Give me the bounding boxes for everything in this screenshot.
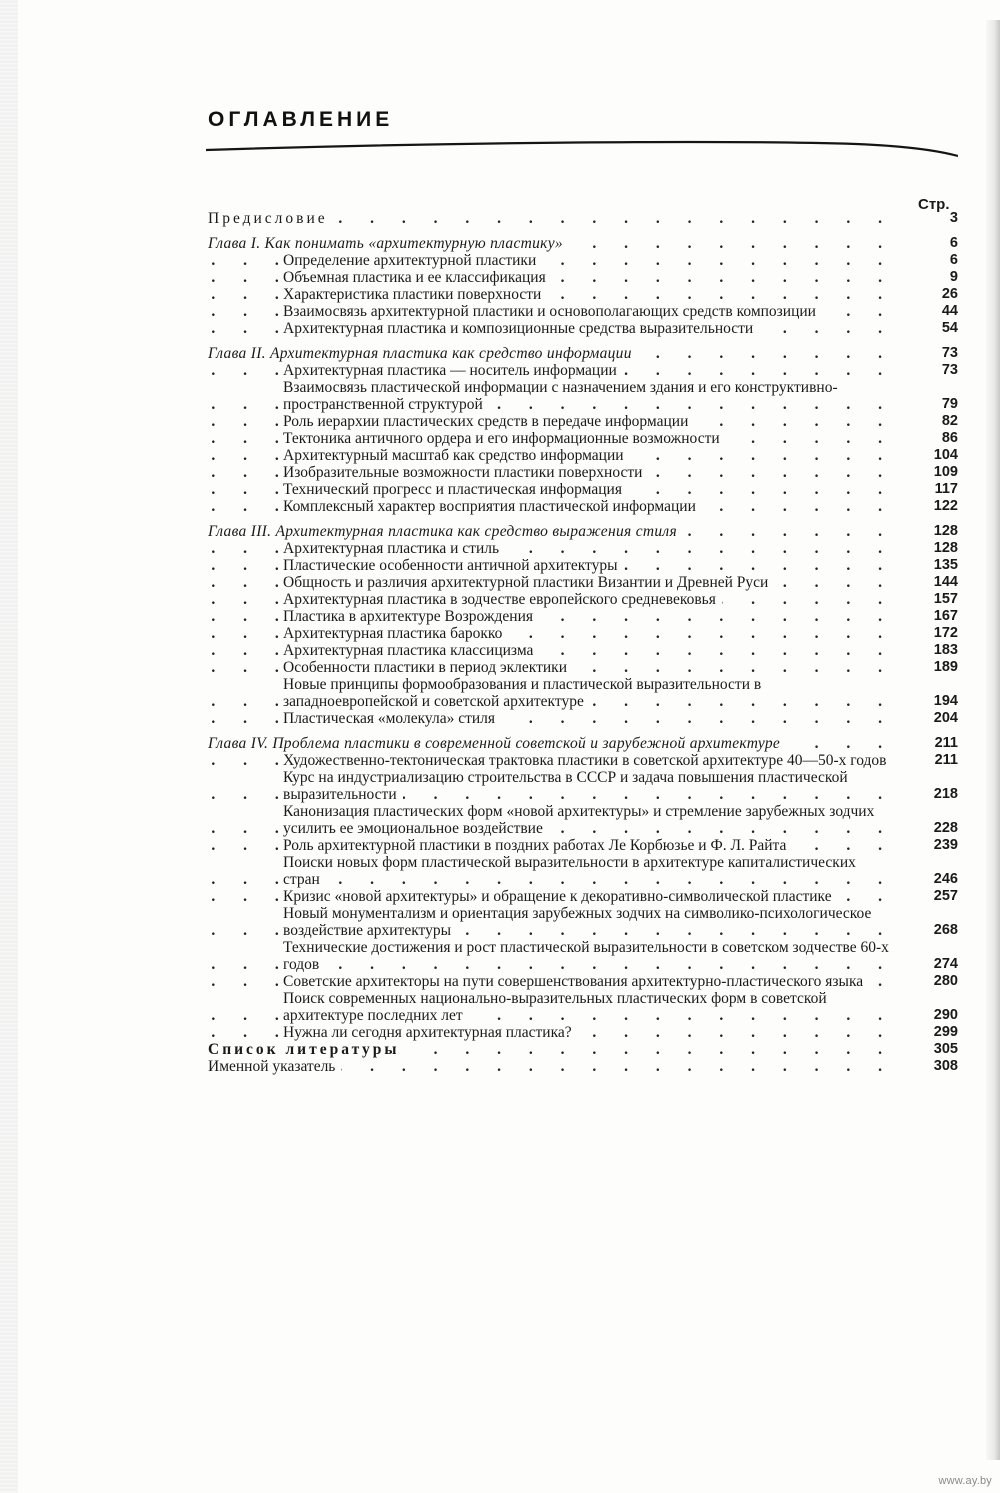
spacer [208, 515, 958, 523]
toc-entry-page-number: 218 [933, 786, 958, 802]
toc-entry-title: Роль архитектурной пластики в поздних работах Ле Корбюзье и Ф. Л. Райта [283, 837, 792, 854]
toc-section-entry [208, 803, 958, 837]
toc-entry-title: Поиски новых форм пластической выразительности в архитектуре капиталистических стран [283, 854, 856, 888]
toc-entry-title: Курс на индустриализацию строительства в СССР и задача повышения пластической выразительности [283, 769, 848, 803]
toc-entry-text-wrap [208, 345, 894, 362]
toc-entry-text-wrap [208, 320, 894, 337]
toc-entry-page-number: 167 [933, 608, 958, 624]
toc-entry-title: Роль иерархии пластических средств в передаче информации [283, 413, 694, 430]
toc-entry-text-wrap [208, 1058, 894, 1075]
toc-section-entry [208, 676, 958, 710]
page-right-edge [986, 20, 1000, 1460]
toc-section-entry [208, 464, 958, 481]
toc-section-entry [208, 888, 958, 905]
toc-entry-title: Пластическая «молекула» стиля [283, 710, 501, 727]
toc-entry-page-number: 211 [934, 752, 958, 768]
toc-entry-page-number: 228 [933, 820, 958, 836]
toc-entry-text-wrap [208, 990, 894, 1024]
toc-section-entry [208, 837, 958, 854]
toc-entry-text-wrap [208, 379, 894, 413]
toc-section-entry [208, 939, 958, 973]
toc-section-entry [208, 320, 958, 337]
toc-entry-title: Советские архитекторы на пути совершенствования архитектурно-пластического языка [283, 973, 869, 990]
toc-section-entry [208, 752, 958, 769]
toc-entry-title: Канонизация пластических форм «новой архитектуры» и стремление зарубежных зодчих усилить ее эмоциональное воздействие [283, 803, 875, 837]
toc-chapter-entry [208, 735, 958, 752]
toc-section-entry [208, 252, 958, 269]
toc-section-entry [208, 769, 958, 803]
toc-entry-title: Художественно-тектоническая трактовка пластики в советской архитектуре 40—50-х годов [283, 752, 893, 769]
toc-entry-title: Список литературы [208, 1041, 405, 1058]
toc-entry-text-wrap [208, 735, 894, 752]
spacer [208, 727, 958, 735]
toc-entry-text-wrap [208, 905, 894, 939]
toc-entry-text-wrap [208, 854, 894, 888]
toc-entry-text-wrap [208, 210, 894, 227]
toc-entry-title: Тектоника античного ордера и его информационные возможности [283, 430, 726, 447]
toc-entry-text-wrap [208, 939, 894, 973]
toc-entry-text-wrap [208, 676, 894, 710]
toc-entry-text-wrap [208, 837, 894, 854]
toc-entry-page-number: 305 [933, 1041, 958, 1057]
heading-rule [206, 130, 958, 160]
toc-entry-title: Глава III. Архитектурная пластика как средство выражения стиля [208, 523, 683, 540]
toc-section-entry [208, 990, 958, 1024]
toc-entry-page-number: 144 [933, 574, 958, 590]
toc-entry-text-wrap [208, 235, 894, 252]
toc-section-entry [208, 303, 958, 320]
toc-entry-text-wrap [208, 362, 894, 379]
toc-entry-page-number: 79 [941, 396, 958, 412]
toc-entry-title: Нужна ли сегодня архитектурная пластика? [283, 1024, 578, 1041]
toc-entry-title: Архитектурный масштаб как средство информации [283, 447, 630, 464]
toc-entry-title: Определение архитектурной пластики [283, 252, 542, 269]
page-column-label: Стр. [918, 196, 950, 213]
toc-entry-page-number: 183 [933, 642, 958, 658]
toc-entry-text-wrap [208, 710, 894, 727]
toc-section-entry [208, 1024, 958, 1041]
toc-entry-page-number: 6 [949, 252, 958, 268]
toc-section-entry [208, 379, 958, 413]
spacer [208, 337, 958, 345]
page-left-edge [0, 0, 18, 1493]
toc-entry-title: Архитектурная пластика и композиционные средства выразительности [283, 320, 759, 337]
toc-section-entry [208, 574, 958, 591]
toc-entry-page-number: 204 [933, 710, 958, 726]
toc-entry-title: Взаимосвязь архитектурной пластики и основополагающих средств композиции [283, 303, 822, 320]
toc-chapter-entry [208, 235, 958, 252]
toc-entry-text-wrap [208, 303, 894, 320]
toc-entry-page-number: 189 [933, 659, 958, 675]
toc-entry-title: Пластические особенности античной архитектуры [283, 557, 624, 574]
toc-entry-page-number: 104 [933, 447, 958, 463]
toc-entry-title: Взаимосвязь пластической информации с назначением здания и его конструктивно-пространственной структурой [283, 379, 838, 413]
toc-entry [208, 1058, 958, 1075]
table-of-contents [208, 210, 958, 1075]
toc-chapter-entry [208, 523, 958, 540]
toc-entry-text-wrap [208, 1024, 894, 1041]
toc-entry-page-number: 117 [934, 481, 958, 497]
toc-entry-page-number: 86 [941, 430, 958, 446]
toc-section-entry [208, 481, 958, 498]
toc-section-entry [208, 642, 958, 659]
toc-entry-page-number: 122 [933, 498, 958, 514]
toc-entry-title: Новый монументализм и ориентация зарубежных зодчих на символико-психологическое воздействие архитектуры [283, 905, 872, 939]
toc-entry-page-number: 194 [933, 693, 958, 709]
toc-entry-text-wrap [208, 286, 894, 303]
toc-entry-text-wrap [208, 625, 894, 642]
toc-entry-page-number: 135 [933, 557, 958, 573]
toc-entry-text-wrap [208, 430, 894, 447]
toc-entry-title: Новые принципы формообразования и пластической выразительности в западноевропейской и советской архитектуре [283, 676, 762, 710]
toc-section-entry [208, 286, 958, 303]
toc-entry-title: Архитектурная пластика барокко [283, 625, 508, 642]
toc-entry-page-number: 9 [949, 269, 958, 285]
toc-section-entry [208, 905, 958, 939]
toc-entry-text-wrap [208, 803, 894, 837]
toc-entry-page-number: 157 [933, 591, 958, 607]
toc-entry [208, 210, 958, 227]
toc-section-entry [208, 854, 958, 888]
toc-entry-title: Комплексный характер восприятия пластической информации [283, 498, 702, 515]
toc-entry [208, 1041, 958, 1058]
toc-entry-text-wrap [208, 608, 894, 625]
toc-entry-title: Характеристика пластики поверхности [283, 286, 547, 303]
toc-entry-text-wrap [208, 1041, 894, 1058]
toc-entry-page-number: 73 [941, 345, 958, 361]
toc-entry-page-number: 246 [933, 871, 958, 887]
toc-entry-page-number: 73 [941, 362, 958, 378]
toc-entry-text-wrap [208, 464, 894, 481]
toc-section-entry [208, 973, 958, 990]
toc-entry-text-wrap [208, 642, 894, 659]
toc-entry-text-wrap [208, 574, 894, 591]
toc-section-entry [208, 557, 958, 574]
toc-entry-text-wrap [208, 659, 894, 676]
toc-entry-text-wrap [208, 481, 894, 498]
toc-entry-title: Технический прогресс и пластическая информация [283, 481, 628, 498]
toc-entry-text-wrap [208, 498, 894, 515]
toc-entry-page-number: 6 [949, 235, 958, 251]
toc-heading: ОГЛАВЛЕНИЕ [208, 108, 394, 131]
toc-section-entry [208, 608, 958, 625]
toc-entry-page-number: 280 [933, 973, 958, 989]
toc-entry-text-wrap [208, 557, 894, 574]
toc-entry-page-number: 3 [949, 210, 958, 226]
toc-entry-text-wrap [208, 973, 894, 990]
toc-entry-page-number: 290 [933, 1007, 958, 1023]
toc-entry-title: Общность и различия архитектурной пластики Византии и Древней Руси [283, 574, 774, 591]
toc-entry-page-number: 109 [933, 464, 958, 480]
toc-entry-text-wrap [208, 269, 894, 286]
toc-entry-title: Глава I. Как понимать «архитектурную пластику» [208, 235, 569, 252]
watermark: www.ay.by [938, 1475, 992, 1487]
toc-entry-text-wrap [208, 447, 894, 464]
toc-entry-page-number: 172 [933, 625, 958, 641]
toc-entry-title: Особенности пластики в период эклектики [283, 659, 573, 676]
toc-entry-text-wrap [208, 769, 894, 803]
toc-section-entry [208, 498, 958, 515]
toc-entry-page-number: 82 [941, 413, 958, 429]
toc-entry-title: Архитектурная пластика — носитель информации [283, 362, 623, 379]
toc-entry-title: Предисловие [208, 210, 334, 227]
toc-entry-text-wrap [208, 591, 894, 608]
toc-entry-page-number: 26 [941, 286, 958, 302]
toc-entry-page-number: 128 [933, 540, 958, 556]
toc-entry-page-number: 274 [933, 956, 958, 972]
toc-chapter-entry [208, 345, 958, 362]
toc-entry-title: Архитектурная пластика в зодчестве европейского средневековья [283, 591, 722, 608]
toc-entry-page-number: 257 [933, 888, 958, 904]
toc-section-entry [208, 430, 958, 447]
toc-entry-title: Именной указатель [208, 1058, 341, 1075]
toc-entry-page-number: 268 [933, 922, 958, 938]
toc-entry-title: Изобразительные возможности пластики поверхности [283, 464, 648, 481]
toc-entry-page-number: 299 [933, 1024, 958, 1040]
toc-entry-page-number: 239 [933, 837, 958, 853]
toc-entry-text-wrap [208, 413, 894, 430]
toc-section-entry [208, 413, 958, 430]
spacer [208, 227, 958, 235]
toc-entry-page-number: 54 [941, 320, 958, 336]
toc-entry-page-number: 128 [933, 523, 958, 539]
toc-entry-page-number: 308 [933, 1058, 958, 1074]
toc-entry-text-wrap [208, 252, 894, 269]
toc-entry-title: Кризис «новой архитектуры» и обращение к декоративно-символической пластике [283, 888, 838, 905]
toc-section-entry [208, 540, 958, 557]
toc-entry-text-wrap [208, 752, 894, 769]
toc-section-entry [208, 710, 958, 727]
toc-entry-title: Глава IV. Проблема пластики в современной советской и зарубежной архитектуре [208, 735, 786, 752]
toc-section-entry [208, 591, 958, 608]
toc-entry-page-number: 211 [934, 735, 958, 751]
toc-entry-title: Технические достижения и рост пластической выразительности в советском зодчестве 60-х годов [283, 939, 889, 973]
toc-section-entry [208, 447, 958, 464]
toc-section-entry [208, 362, 958, 379]
toc-section-entry [208, 269, 958, 286]
toc-section-entry [208, 659, 958, 676]
toc-entry-page-number: 44 [941, 303, 958, 319]
toc-entry-title: Пластика в архитектуре Возрождения [283, 608, 539, 625]
toc-section-entry [208, 625, 958, 642]
toc-entry-title: Объемная пластика и ее классификация [283, 269, 552, 286]
toc-entry-title: Поиск современных национально-выразительных пластических форм в советской архитектуре последних лет [283, 990, 827, 1024]
toc-entry-title: Архитектурная пластика классицизма [283, 642, 539, 659]
toc-entry-text-wrap [208, 523, 894, 540]
toc-entry-title: Архитектурная пластика и стиль [283, 540, 505, 557]
toc-entry-text-wrap [208, 540, 894, 557]
toc-entry-title: Глава II. Архитектурная пластика как средство информации [208, 345, 638, 362]
toc-entry-text-wrap [208, 888, 894, 905]
